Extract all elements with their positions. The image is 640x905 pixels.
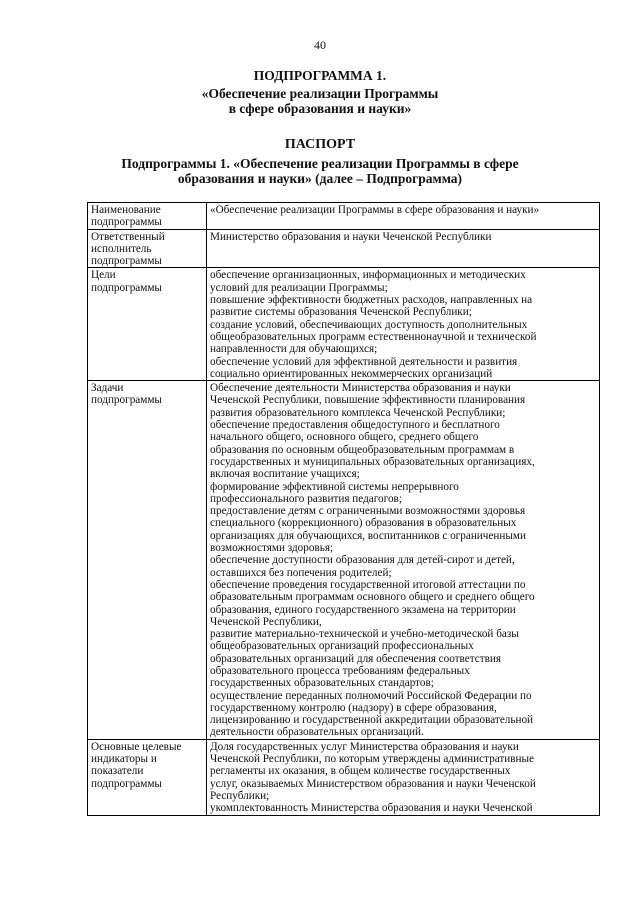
row-label-line: Наименование [91, 204, 161, 216]
row-label-line: исполнитель [91, 242, 152, 255]
passport-table [87, 202, 600, 816]
row-value-cell [207, 229, 600, 268]
row-value-line: развитие материально-технической и учебно-методической базы [210, 628, 519, 641]
subprogram-name-line: «Обеспечение реализации Программы [201, 86, 439, 101]
row-value-cell [207, 739, 600, 815]
row-label-line: подпрограммы [91, 777, 162, 790]
row-value-line: обеспечение условий для эффективной деятельности и развития [210, 355, 518, 368]
row-value-line: лицензированию и государственной аккредитации образовательной [210, 714, 534, 727]
row-value-line: развитие системы образования Чеченской Республики; [210, 306, 472, 319]
subprogram-name [0, 86, 640, 116]
row-value-cell [207, 268, 600, 381]
row-value-line: обеспечение предоставления общедоступного и бесплатного [210, 419, 500, 432]
row-label-line: подпрограммы [91, 281, 162, 294]
row-value-line: специального (коррекционного) образования в образовательных [210, 517, 517, 530]
subprogram-name-line: в сфере образования и науки» [228, 101, 412, 116]
row-value-line: условий для реализации Программы; [210, 281, 388, 294]
row-label-line: Основные целевые [91, 740, 182, 753]
passport-row [88, 229, 600, 268]
row-value-line: направленности для обучающихся; [210, 343, 378, 356]
row-value-line: укомплектованность Министерства образования и науки Чеченской [210, 802, 533, 815]
passport-heading: ПАСПОРТ [284, 137, 356, 152]
row-value-cell [207, 381, 600, 740]
row-label-line: подпрограммы [91, 255, 162, 268]
passport-row [88, 268, 600, 381]
passport-table-body [88, 203, 600, 816]
row-value-line: деятельности образовательных организаций. [210, 726, 424, 739]
row-value-line: государственных и муниципальных образовательных организациях, [210, 455, 535, 468]
row-value-line: осуществление переданных полномочий Российской Федерации по [210, 689, 532, 702]
row-value-line: регламенты их оказания, в общем количестве государственных [210, 765, 511, 778]
passport-title-line: образования и науки» (далее – Подпрограмма) [177, 171, 463, 186]
row-label-cell [88, 381, 207, 740]
row-value-line: Чеченской Республики, повышение эффективности планирования [210, 394, 526, 407]
row-value-line: общеобразовательных организаций профессиональных [210, 640, 474, 653]
row-value-line: Министерство образования и науки Чеченской Республики [210, 230, 492, 243]
row-value-line: обеспечение проведения государственной итоговой аттестации по [210, 578, 526, 591]
row-value-line: государственных образовательных стандартов; [210, 677, 434, 690]
row-value-line: «Обеспечение реализации Программы в сфере образования и науки» [210, 204, 540, 216]
row-value-line: профессионального развития педагогов; [210, 492, 402, 505]
row-label-cell [88, 203, 207, 230]
row-value-line: обеспечение доступности образования для детей-сирот и детей, [210, 554, 515, 567]
row-value-line: образовательных организаций для обеспечения соответствия [210, 652, 502, 665]
row-value-line: включая воспитание учащихся; [210, 468, 360, 481]
row-label-cell [88, 229, 207, 268]
row-value-line: повышение эффективности бюджетных расходов, направленных на [210, 294, 533, 307]
row-label-line: подпрограммы [91, 394, 162, 407]
passport-row [88, 739, 600, 815]
row-value-line: образовательным программам основного общего и среднего общего [210, 591, 535, 604]
row-value-line: государственному контролю (надзору) в сфере образования, [210, 701, 497, 714]
row-value-line: услуг, оказываемых Министерством образования и науки Чеченской [210, 777, 536, 790]
passport-title-line: Подпрограммы 1. «Обеспечение реализации Программы в сфере [121, 156, 519, 171]
row-value-line: создание условий, обеспечивающих доступность дополнительных [210, 318, 528, 331]
row-value-line: социально ориентированных некоммерческих организаций [210, 367, 493, 380]
row-label-line: подпрограммы [91, 216, 162, 229]
row-value-line: развития образовательного комплекса Чеченской Республики; [210, 406, 506, 419]
passport-row [88, 381, 600, 740]
passport-row [88, 203, 600, 230]
row-value-line: Чеченской Республики, по которым утверждены административные [210, 753, 535, 766]
row-value-line: формирование эффективной системы непрерывного [210, 480, 459, 493]
row-value-line: организациях для обучающихся, воспитанников с ограниченными [210, 529, 526, 542]
row-value-line: Чеченской Республики, [210, 615, 322, 628]
row-value-line: Обеспечение деятельности Министерства образования и науки [210, 382, 511, 395]
row-value-cell [207, 203, 600, 230]
row-label-cell [88, 739, 207, 815]
row-value-line: образования, единого государственного экзамена на территории [210, 603, 516, 616]
row-value-line: общеобразовательных программ естественнонаучной и технической [210, 330, 537, 343]
row-value-line: предоставление детям с ограниченными возможностями здоровья [210, 505, 526, 518]
passport-title [0, 156, 640, 186]
row-label-line: показатели [91, 765, 144, 778]
row-label-cell [88, 268, 207, 381]
row-value-line: начального общего, основного общего, среднего общего [210, 431, 479, 444]
row-value-line: Доля государственных услуг Министерства образования и науки [210, 740, 519, 753]
page-number: 40 [314, 38, 326, 52]
row-value-line: оставшихся без попечения родителей; [210, 566, 392, 579]
row-label-line: Задачи [91, 382, 124, 395]
row-value-line: обеспечение организационных, информационных и методических [210, 269, 526, 282]
row-label-line: индикаторы и [91, 753, 157, 766]
row-label-line: Цели [91, 269, 116, 282]
row-label-line: Ответственный [91, 230, 165, 243]
row-value-line: Республики; [210, 789, 270, 802]
row-value-line: образования по основным общеобразовательным программам в [210, 443, 515, 456]
row-value-line: возможностями здоровья; [210, 542, 334, 555]
row-value-line: образовательного процесса требованиям федеральных [210, 664, 470, 677]
subprogram-heading: ПОДПРОГРАММА 1. [253, 68, 387, 83]
